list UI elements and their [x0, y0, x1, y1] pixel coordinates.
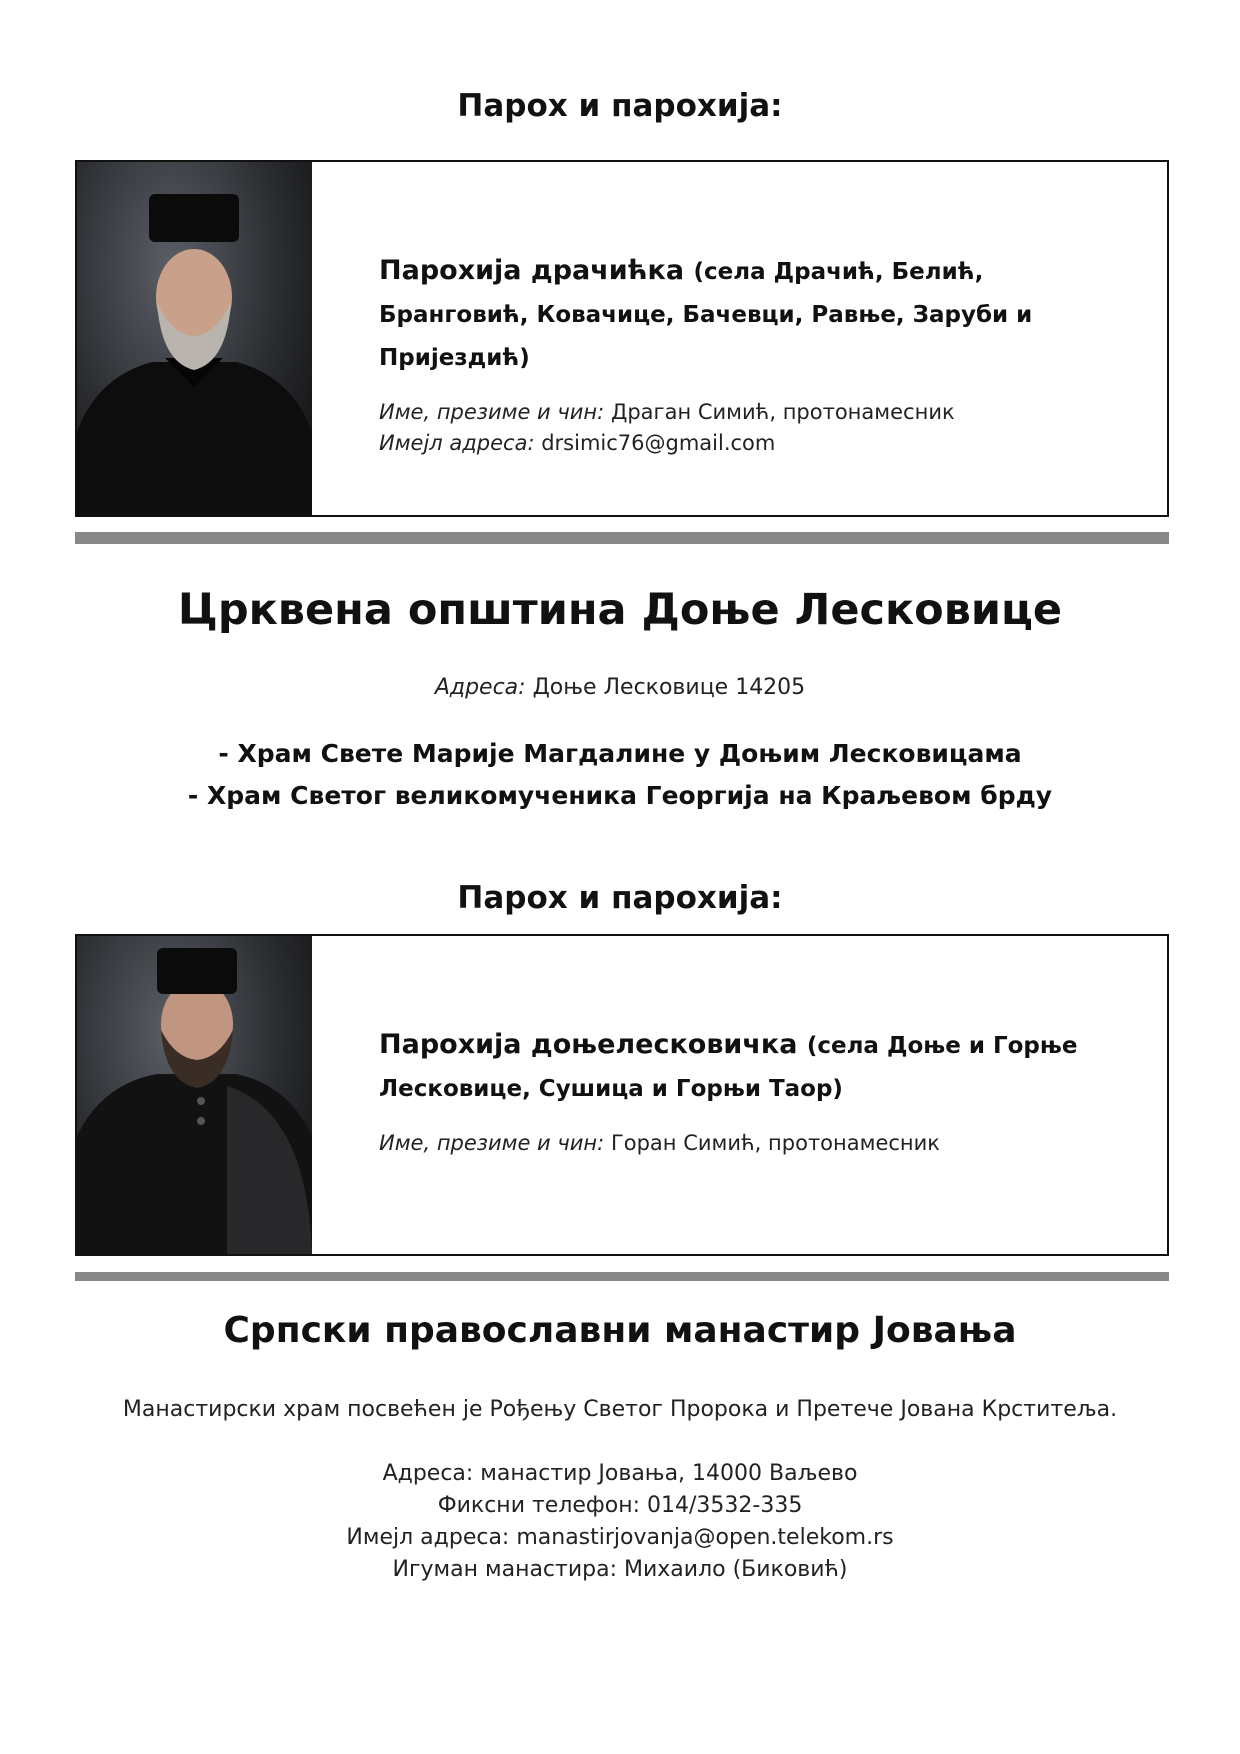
email-line-1: [379, 428, 1137, 459]
parish-title-2: [379, 1024, 1137, 1110]
parish-name-2: Парохија доњелесковичка: [379, 1029, 798, 1060]
community-address-label: Адреса:: [434, 675, 526, 700]
priest-name-line-2: [379, 1128, 1137, 1159]
section-divider-2: [75, 1272, 1169, 1281]
parish-card-2: [75, 934, 1169, 1256]
email-value-1[interactable]: drsimic76@gmail.com: [541, 431, 776, 455]
parish-info-2: [379, 1128, 1137, 1159]
parish-card-1: [75, 160, 1169, 517]
monastery-phone: Фиксни телефон: 014/3532-335: [437, 1493, 803, 1518]
priest-photo-2: [77, 936, 312, 1254]
parish-villages-2: (села Доње и Горње Лесковице, Сушица и Горњи Таор): [379, 1033, 1078, 1102]
temple-item-2: - Храм Светог великомученика Георгија на Краљевом брду: [187, 781, 1053, 810]
section-heading-2: Парох и парохија:: [457, 880, 783, 916]
priest-portrait-icon: [77, 162, 312, 515]
temple-item-1: - Храм Свете Марије Магдалине у Доњим Лесковицама: [218, 739, 1022, 768]
temple-list: [0, 733, 1240, 817]
community-address: [0, 672, 1240, 704]
community-title: Црквена општина Доње Лесковице: [177, 585, 1063, 635]
parish-card-1-body: [379, 250, 1137, 459]
parish-villages-1: (села Драчић, Белић, Бранговић, Ковачице, Бачевци, Равње, Заруби и Пријездић): [379, 259, 1033, 371]
community-address-value: Доње Лесковице 14205: [532, 675, 806, 700]
name-value-2: Горан Симић, протонамесник: [610, 1131, 940, 1155]
parish-title-1: [379, 250, 1137, 379]
parish-info-1: [379, 397, 1137, 459]
name-label-2: Име, презиме и чин:: [379, 1131, 605, 1155]
monastery-description: Манастирски храм посвећен је Рођењу Светог Пророка и Претече Јована Крститеља.: [122, 1397, 1118, 1422]
email-label-1: Имејл адреса:: [379, 431, 535, 455]
monastery-abbot: Игуман манастира: Михаило (Биковић): [392, 1557, 848, 1582]
name-value-1: Драган Симић, протонамесник: [610, 400, 955, 424]
priest-portrait-icon: [77, 936, 312, 1254]
priest-name-line-1: [379, 397, 1137, 428]
name-label-1: Име, презиме и чин:: [379, 400, 605, 424]
section-heading-1: Парох и парохија:: [457, 88, 783, 124]
priest-photo-1: [77, 162, 312, 515]
section-divider-1: [75, 532, 1169, 544]
parish-card-2-body: [379, 1024, 1137, 1159]
monastery-contacts: [0, 1458, 1240, 1586]
monastery-title: Српски православни манастир Јовања: [223, 1310, 1017, 1351]
parish-name-1: Парохија драчићка: [379, 255, 685, 286]
monastery-email[interactable]: Имејл адреса: manastirjovanja@open.telekom.rs: [346, 1525, 894, 1550]
monastery-address: Адреса: манастир Јовања, 14000 Ваљево: [382, 1461, 858, 1486]
